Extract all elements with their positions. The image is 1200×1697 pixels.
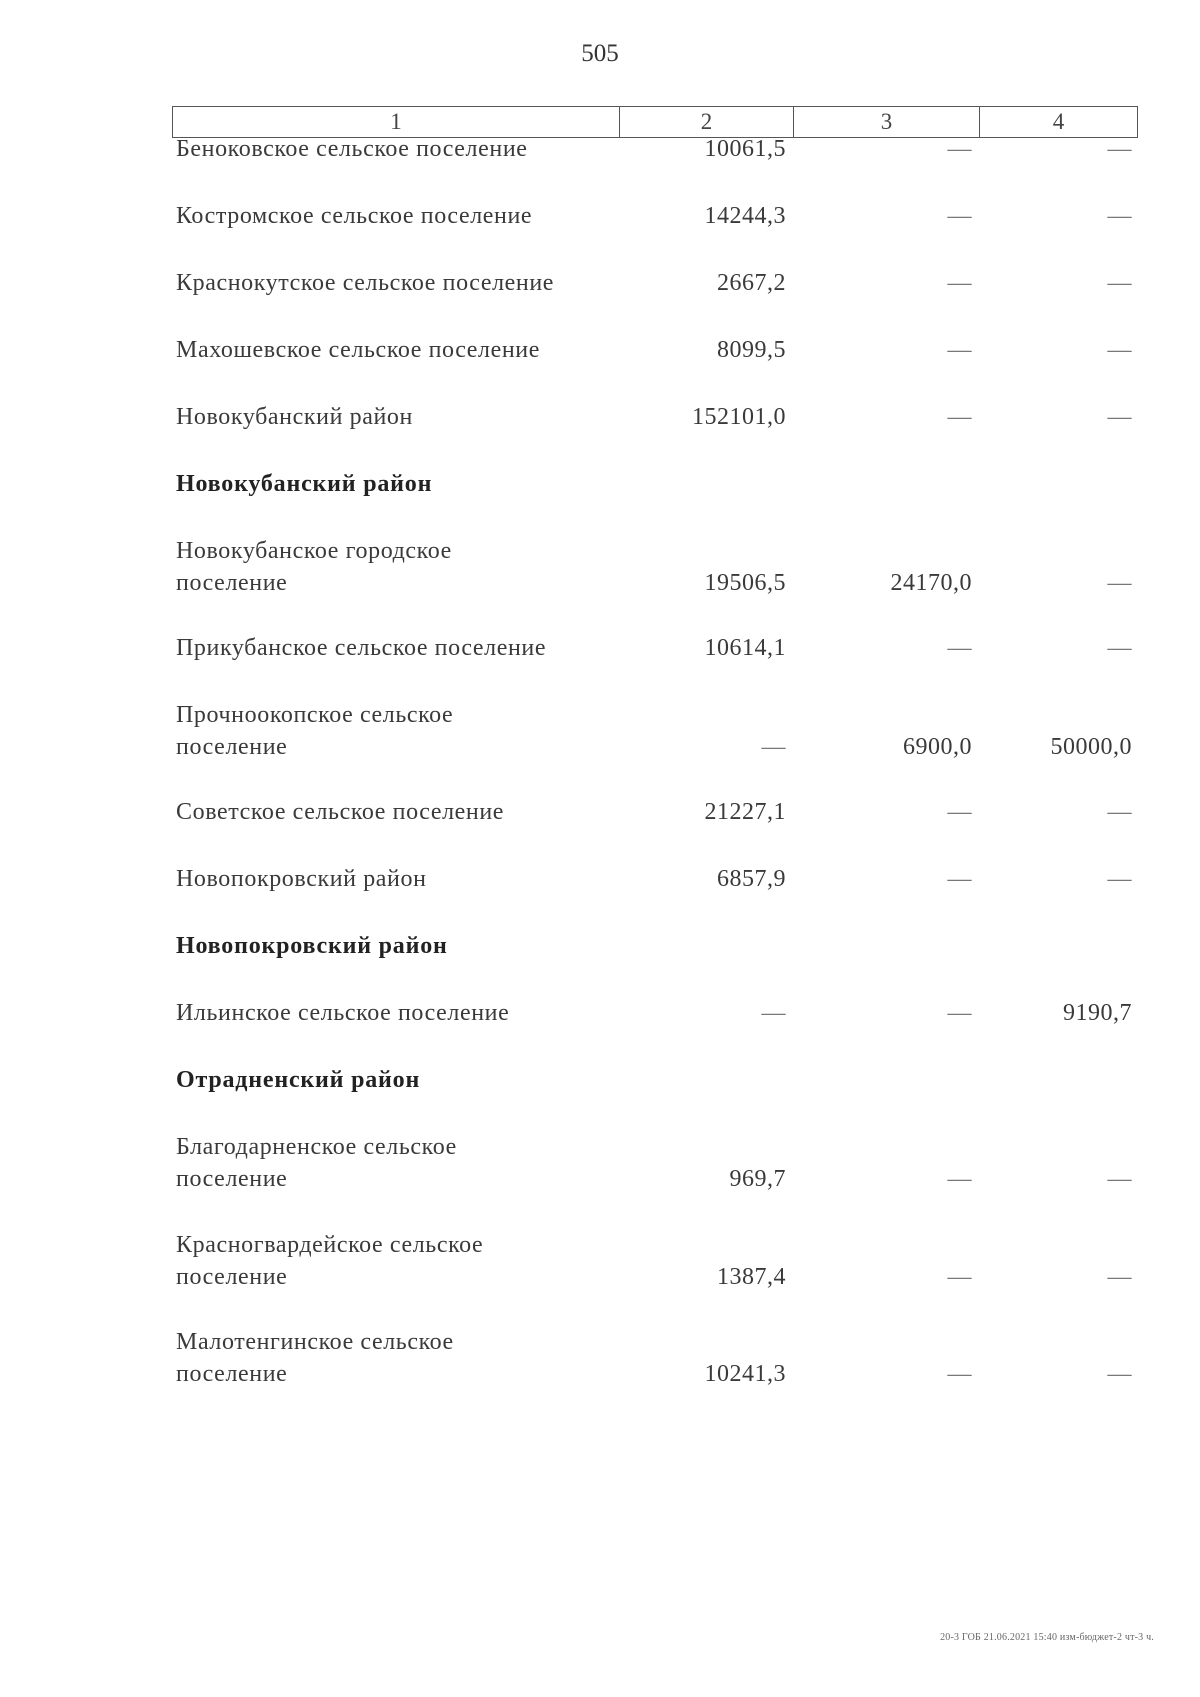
table-row	[172, 133, 1136, 165]
value-col-2: 19506,5	[704, 570, 786, 596]
settlement-name: Малотенгинское сельское поселение	[176, 1329, 454, 1387]
section-heading-row	[172, 1064, 1136, 1096]
value-col-3: —	[947, 1000, 972, 1026]
value-col-2: 10061,5	[704, 136, 786, 162]
value-col-3: —	[947, 1361, 972, 1387]
value-col-3: —	[947, 866, 972, 892]
header-col-4: 4	[979, 107, 1137, 137]
value-col-2: 10614,1	[704, 635, 786, 661]
footer-note: 20-3 ГОБ 21.06.2021 15:40 изм-бюджет-2 чт-3 ч.	[940, 1632, 1154, 1643]
value-col-3: —	[947, 404, 972, 430]
value-col-4: —	[1107, 1361, 1132, 1387]
value-col-4: —	[1107, 866, 1132, 892]
header-col-3: 3	[793, 107, 979, 137]
section-heading: Новопокровский район	[176, 933, 448, 959]
table-row	[172, 334, 1136, 366]
settlement-name: Костромское сельское поселение	[176, 203, 533, 229]
table-row	[172, 1131, 1136, 1195]
value-col-3: —	[947, 635, 972, 661]
value-col-4: —	[1107, 1264, 1132, 1290]
table-row	[172, 267, 1136, 299]
value-col-4: —	[1107, 799, 1132, 825]
settlement-name: Прочноокопское сельское поселение	[176, 702, 454, 760]
value-col-4: —	[1107, 136, 1132, 162]
value-col-3: —	[947, 270, 972, 296]
value-col-3: —	[947, 203, 972, 229]
value-col-2: 152101,0	[692, 404, 786, 430]
value-col-2: 8099,5	[717, 337, 786, 363]
value-col-2: 2667,2	[717, 270, 786, 296]
value-col-4: —	[1107, 337, 1132, 363]
value-col-4: —	[1107, 570, 1132, 596]
settlement-name: Новокубанский район	[176, 404, 413, 430]
settlement-name: Махошевское сельское поселение	[176, 337, 541, 363]
table-row	[172, 632, 1136, 664]
value-col-3: 24170,0	[890, 570, 972, 596]
table-row	[172, 796, 1136, 828]
value-col-2: 14244,3	[704, 203, 786, 229]
settlement-name: Прикубанское сельское поселение	[176, 635, 547, 661]
header-col-1: 1	[390, 109, 402, 134]
value-col-2: 21227,1	[704, 799, 786, 825]
value-col-2: 10241,3	[704, 1361, 786, 1387]
value-col-2: —	[761, 734, 786, 760]
table-row	[172, 1326, 1136, 1390]
value-col-4: —	[1107, 404, 1132, 430]
value-col-4: 50000,0	[1050, 734, 1132, 760]
settlement-name: Ильинское сельское поселение	[176, 1000, 510, 1026]
settlement-name: Благодарненское сельское поселение	[176, 1134, 457, 1192]
value-col-3: —	[947, 1166, 972, 1192]
table-row	[172, 1229, 1136, 1293]
settlement-name: Красногвардейское сельское поселение	[176, 1232, 484, 1290]
settlement-name: Беноковское сельское поселение	[176, 136, 528, 162]
value-col-3: —	[947, 337, 972, 363]
value-col-4: —	[1107, 203, 1132, 229]
section-heading: Отрадненский район	[176, 1067, 421, 1093]
section-heading: Новокубанский район	[176, 471, 433, 497]
value-col-2: 1387,4	[717, 1264, 786, 1290]
section-heading-row	[172, 468, 1136, 500]
value-col-2: 969,7	[729, 1166, 786, 1192]
value-col-2: —	[761, 1000, 786, 1026]
settlement-name: Новопокровский район	[176, 866, 427, 892]
settlement-name: Советское сельское поселение	[176, 799, 505, 825]
section-heading-row	[172, 930, 1136, 962]
value-col-3: —	[947, 1264, 972, 1290]
settlement-name: Краснокутское сельское поселение	[176, 270, 555, 296]
table-row	[172, 699, 1136, 763]
value-col-4: 9190,7	[1063, 1000, 1132, 1026]
value-col-3: 6900,0	[903, 734, 972, 760]
value-col-3: —	[947, 136, 972, 162]
value-col-4: —	[1107, 635, 1132, 661]
table-row	[172, 997, 1136, 1029]
value-col-3: —	[947, 799, 972, 825]
value-col-4: —	[1107, 1166, 1132, 1192]
table-row	[172, 200, 1136, 232]
table-row	[172, 535, 1136, 599]
table-row	[172, 401, 1136, 433]
table-row	[172, 863, 1136, 895]
value-col-2: 6857,9	[717, 866, 786, 892]
page-number: 505	[581, 40, 619, 67]
header-col-2: 2	[619, 107, 793, 137]
settlement-name: Новокубанское городское поселение	[176, 538, 452, 596]
value-col-4: —	[1107, 270, 1132, 296]
